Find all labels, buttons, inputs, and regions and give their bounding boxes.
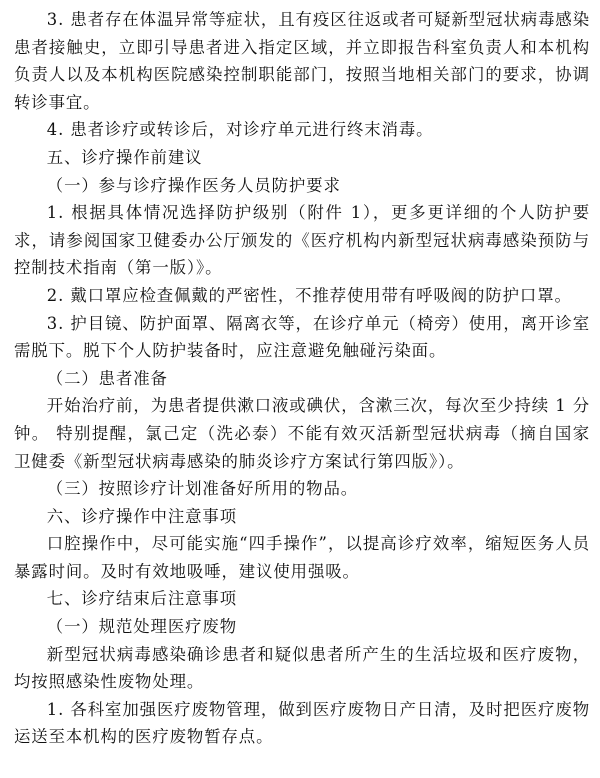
paragraph-goggles: 3. 护目镜、防护面罩、隔离衣等，在诊疗单元（椅旁）使用，离开诊室需脱下。脱下个人防护装备时，应注意避免触碰污染面。 [14,313,590,361]
paragraph-supplies: （三）按照诊疗计划准备好所用的物品。 [46,479,359,499]
paragraph-referral: 3. 患者存在体温异常等症状，且有疫区往返或者可疑新型冠状病毒感染患者接触史，立即引导患者进入指定区域，并立即报告科室负责人和本机构负责人以及本机构医院感染控制职能部门，按照当地相关部门的要求，协调转诊事宜。 [14,10,590,112]
paragraph-waste-management: 1. 各科室加强医疗废物管理，做到医疗废物日产日清，及时把医疗废物运送至本机构的医疗废物暂存点。 [14,699,590,747]
paragraph-mask: 2. 戴口罩应检查佩戴的严密性，不推荐使用带有呼吸阀的防护口罩。 [46,285,572,305]
section-heading-6: 六、诊疗操作中注意事项 [46,506,237,526]
paragraph-four-hand: 口腔操作中，尽可能实施“四手操作”，以提高诊疗效率，缩短医务人员暴露时间。及时有效地吸唾，建议使用强吸。 [14,534,590,581]
paragraph-waste-classification: 新型冠状病毒感染确诊患者和疑似患者所产生的生活垃圾和医疗废物，均按照感染性废物处理。 [14,644,590,692]
paragraph-terminal-disinfection: 4. 患者诊疗或转诊后，对诊疗单元进行终末消毒。 [46,120,434,140]
section-heading-5: 五、诊疗操作前建议 [46,147,203,167]
paragraph-mouthwash: 开始治疗前，为患者提供漱口液或碘伏，含漱三次，每次至少持续 1 分钟。 特别提醒，氯己定（洗必泰）不能有效灭活新型冠状病毒（摘自国家卫健委《新型冠状病毒感染的肺炎诊疗方案试行第四版》）。 [14,396,590,471]
subheading-patient-prep: （二）患者准备 [46,368,168,388]
subheading-medical-waste: （一）规范处理医疗废物 [46,617,237,637]
section-heading-7: 七、诊疗结束后注意事项 [46,589,237,609]
subheading-staff-protection: （一）参与诊疗操作医务人员防护要求 [46,175,341,195]
paragraph-protection-level: 1. 根据具体情况选择防护级别（附件 1），更多更详细的个人防护要求，请参阅国家卫健委办公厅颁发的《医疗机构内新型冠状病毒感染预防与控制技术指南（第一版）》。 [14,203,590,278]
